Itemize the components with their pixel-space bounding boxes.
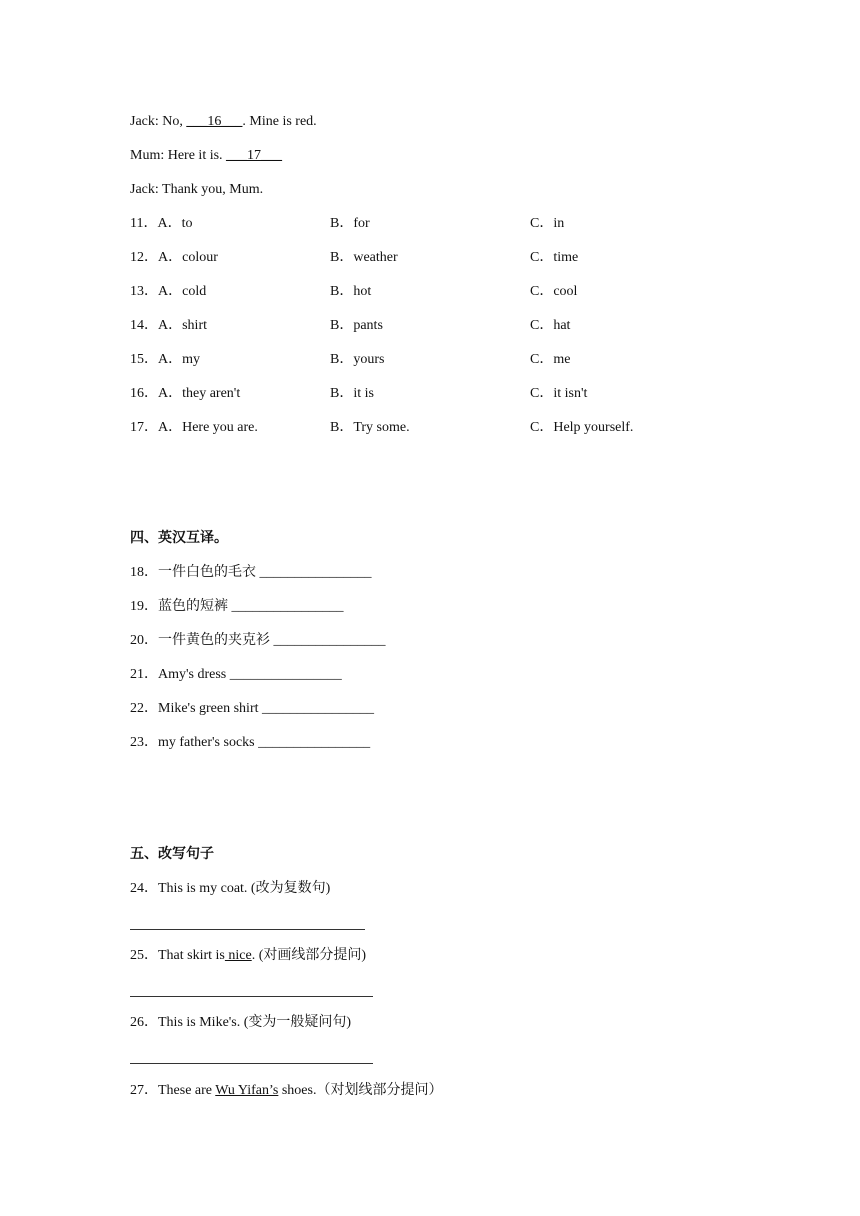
option-row-16 — [130, 385, 730, 403]
option-b: B．pants — [330, 318, 383, 333]
option-a: 16．A．they aren't — [130, 386, 241, 401]
question-27: 27．These are Wu Yifan’s shoes.（对划线部分提问） — [130, 1083, 443, 1098]
option-row-17 — [130, 419, 730, 437]
option-c: C．time — [530, 250, 579, 265]
option-b: B．it is — [330, 386, 374, 401]
option-a: 12．A．colour — [130, 250, 218, 265]
section-5-heading: 五、改写句子 — [130, 847, 214, 862]
dialog-line-16 — [130, 113, 317, 131]
option-b: B．hot — [330, 284, 372, 299]
option-c: C．me — [530, 352, 571, 367]
question-24: 24．This is my coat. (改为复数句) — [130, 881, 331, 896]
translate-item-21: 21．Amy's dress ________________ — [130, 667, 342, 682]
option-c: C．hat — [530, 318, 571, 333]
dialog-text-tail: . Mine is red. — [242, 114, 317, 129]
option-b: B．for — [330, 216, 370, 231]
option-a: 11．A．to — [130, 216, 193, 231]
option-a: 17．A．Here you are. — [130, 420, 258, 435]
dialog-text: Jack: Thank you, Mum. — [130, 182, 264, 197]
option-row-15 — [130, 351, 730, 369]
option-a: 15．A．my — [130, 352, 200, 367]
section-4-heading: 四、英汉互译。 — [130, 531, 228, 546]
option-row-12 — [130, 249, 730, 267]
translate-item-22: 22．Mike's green shirt ________________ — [130, 701, 375, 716]
translate-item-20: 20．一件黄色的夹克衫 ________________ — [130, 633, 386, 648]
option-a: 13．A．cold — [130, 284, 207, 299]
answer-line-25 — [130, 996, 373, 997]
dialog-speaker-text: Mum: Here it is. — [130, 148, 227, 163]
translate-item-18: 18．一件白色的毛衣 ________________ — [130, 565, 372, 580]
answer-line-26 — [130, 1063, 373, 1064]
option-c: C．it isn't — [530, 386, 588, 401]
dialog-line-thanks — [130, 181, 263, 199]
translate-item-23: 23．my father's socks ________________ — [130, 735, 371, 750]
translate-item-19: 19．蓝色的短裤 ________________ — [130, 599, 344, 614]
blank-17: ___17___ — [226, 148, 283, 163]
underlined-word: nice — [224, 948, 252, 963]
question-26: 26．This is Mike's. (变为一般疑问句) — [130, 1015, 352, 1030]
underlined-phrase: Wu Yifan’s — [215, 1083, 279, 1098]
answer-line-24 — [130, 929, 365, 930]
option-b: B．Try some. — [330, 420, 410, 435]
dialog-speaker-text: Jack: No, — [130, 114, 187, 129]
option-c: C．Help yourself. — [530, 420, 634, 435]
question-25: 25．That skirt is nice. (对画线部分提问) — [130, 948, 367, 963]
option-row-14 — [130, 317, 730, 335]
option-c: C．cool — [530, 284, 578, 299]
option-row-13 — [130, 283, 730, 301]
option-b: B．weather — [330, 250, 398, 265]
dialog-line-17 — [130, 147, 282, 165]
option-c: C．in — [530, 216, 565, 231]
blank-16: ___16___ — [186, 114, 243, 129]
option-row-11 — [130, 215, 730, 233]
option-b: B．yours — [330, 352, 385, 367]
option-a: 14．A．shirt — [130, 318, 207, 333]
